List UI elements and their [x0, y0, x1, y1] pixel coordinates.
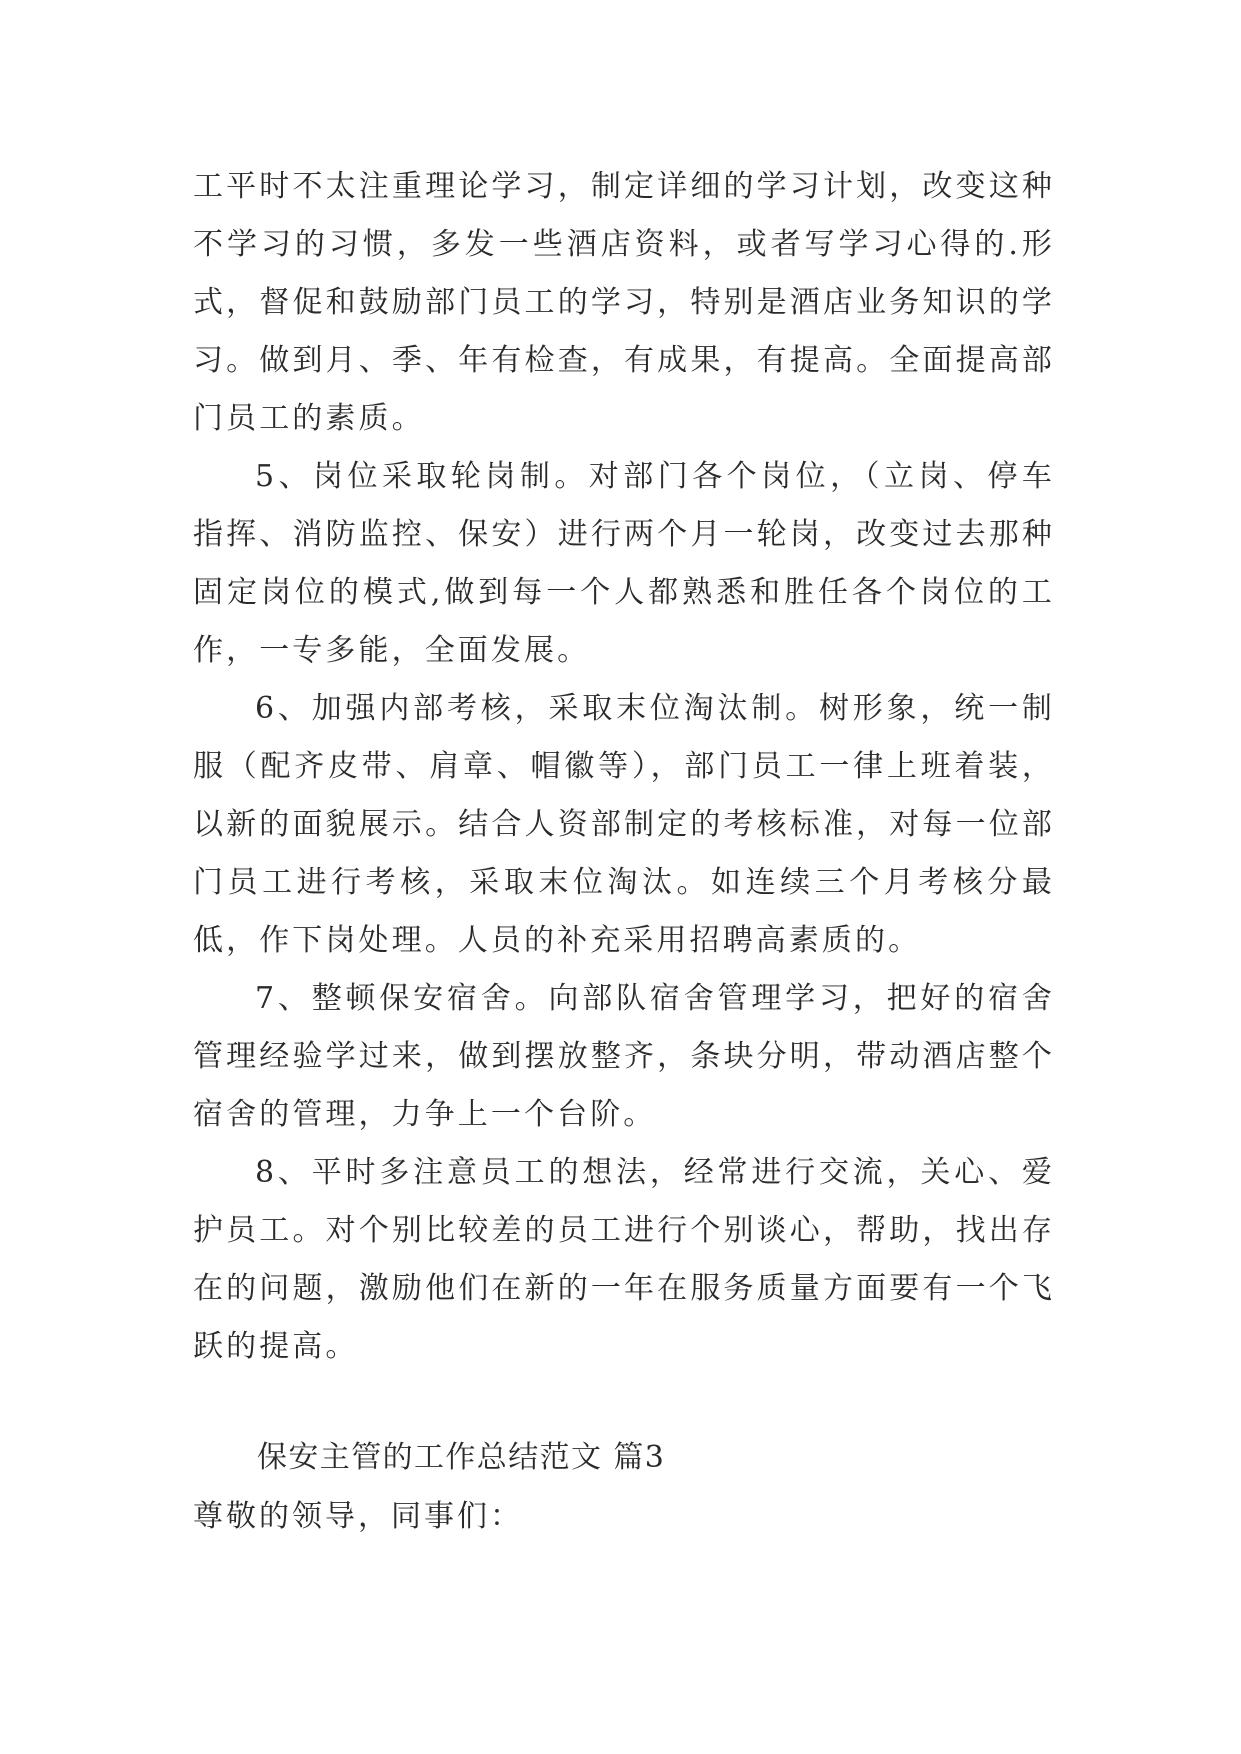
paragraph-continuation: 工平时不太注重理论学习，制定详细的学习计划，改变这种不学习的习惯，多发一些酒店资料，或者写学习心得的.形式，督促和鼓励部门员工的学习，特别是酒店业务知识的学习。做到月、季、年有检查，有成果，有提高。全面提高部门员工的素质。	[193, 169, 1055, 436]
paragraph-item-8: 8、平时多注意员工的想法，经常进行交流，关心、爱护员工。对个别比较差的员工进行个别谈心，帮助，找出存在的问题，激励他们在新的一年在服务质量方面要有一个飞跃的提高。	[193, 1155, 1055, 1364]
paragraph-item-7: 7、整顿保安宿舍。向部队宿舍管理学习，把好的宿舍管理经验学过来，做到摆放整齐，条块分明，带动酒店整个宿舍的管理，力争上一个台阶。	[193, 981, 1055, 1132]
paragraph-item-6: 6、加强内部考核，采取末位淘汰制。树形象，统一制服（配齐皮带、肩章、帽徽等），部门员工一律上班着装，以新的面貌展示。结合人资部制定的考核标准，对每一位部门员工进行考核，采取末位淘汰。如连续三个月考核分最低，作下岗处理。人员的补充采用招聘高素质的。	[193, 691, 1055, 958]
section-title: 保安主管的工作总结范文 篇3	[257, 1440, 666, 1475]
body-text	[193, 158, 1055, 1376]
greeting-line: 尊敬的领导，同事们：	[193, 1499, 523, 1534]
paragraph-item-5: 5、岗位采取轮岗制。对部门各个岗位，（立岗、停车指挥、消防监控、保安）进行两个月一轮岗，改变过去那种固定岗位的模式,做到每一个人都熟悉和胜任各个岗位的工作，一专多能，全面发展。	[193, 459, 1055, 668]
